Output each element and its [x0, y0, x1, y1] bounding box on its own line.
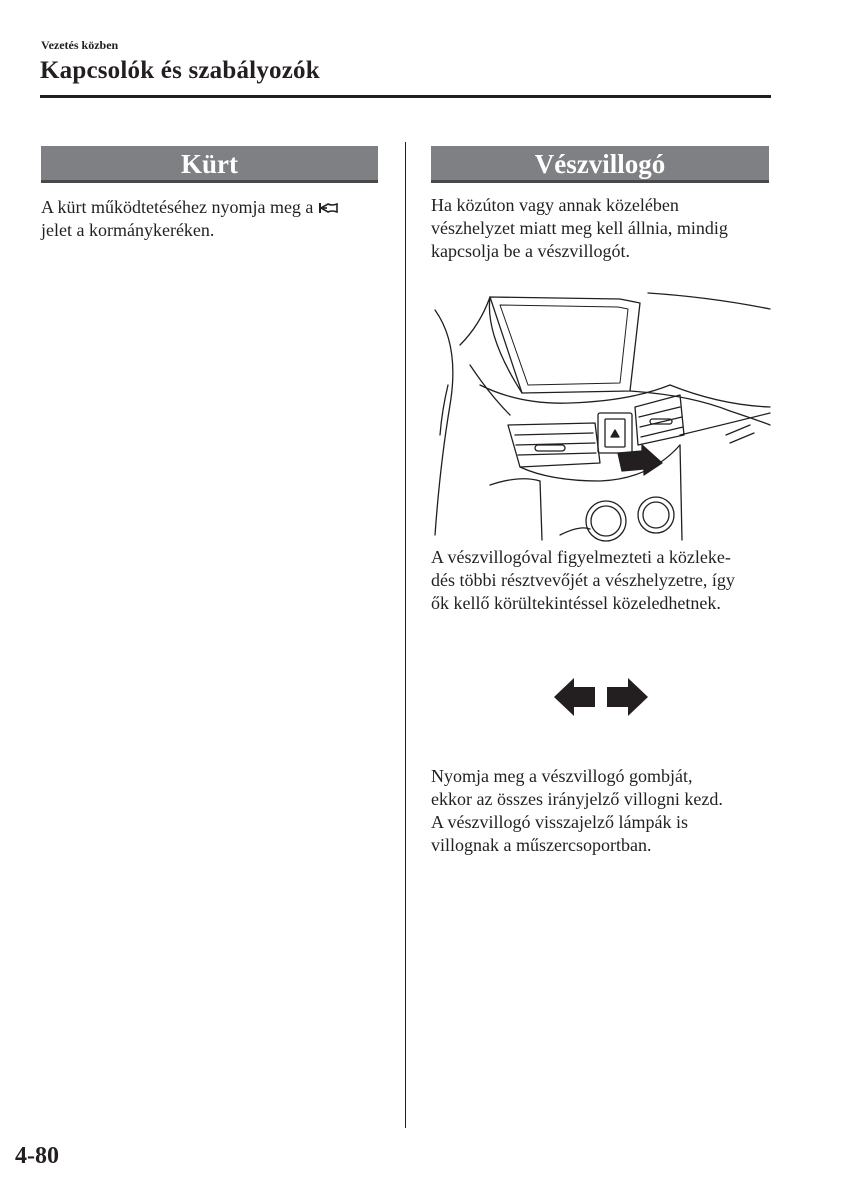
hazard-intro	[431, 194, 776, 263]
instruction-line: A vészvillogó visszajelző lámpák is	[431, 812, 688, 832]
hazard-warning	[431, 546, 776, 615]
intro-line: vészhelyzet miatt meg kell állnia, mindig	[431, 218, 728, 238]
warning-line: A vészvillogóval figyelmezteti a közleke-	[431, 547, 731, 567]
hazard-switch-illustration	[430, 285, 772, 543]
horn-icon	[318, 202, 338, 214]
intro-line: kapcsolja be a vészvillogót.	[431, 241, 630, 261]
section-heading-kurt: Kürt	[41, 146, 378, 183]
section-heading-veszvillogo: Vészvillogó	[431, 146, 769, 183]
horn-text-end: jelet a kormánykeréken.	[41, 220, 215, 240]
title-divider	[40, 95, 771, 98]
warning-line: ők kellő körültekintéssel közeledhetnek.	[431, 593, 721, 613]
instruction-line: villognak a műszercsoportban.	[431, 835, 652, 855]
hazard-instruction	[431, 765, 776, 857]
instruction-line: Nyomja meg a vészvillogó gombját,	[431, 766, 693, 786]
column-divider	[405, 142, 406, 1128]
horn-instruction	[41, 196, 386, 242]
chapter-label: Vezetés közben	[41, 38, 119, 52]
horn-text-start: A kürt működtetéséhez nyomja meg a	[41, 197, 314, 217]
turn-signal-arrows-icon	[552, 676, 650, 718]
page-number: 4-80	[15, 1143, 59, 1169]
instruction-line: ekkor az összes irányjelző villogni kezd.	[431, 789, 723, 809]
intro-line: Ha közúton vagy annak közelében	[431, 195, 679, 215]
warning-line: dés többi résztvevőjét a vészhelyzetre, így	[431, 570, 735, 590]
page-title: Kapcsolók és szabályozók	[40, 57, 320, 84]
